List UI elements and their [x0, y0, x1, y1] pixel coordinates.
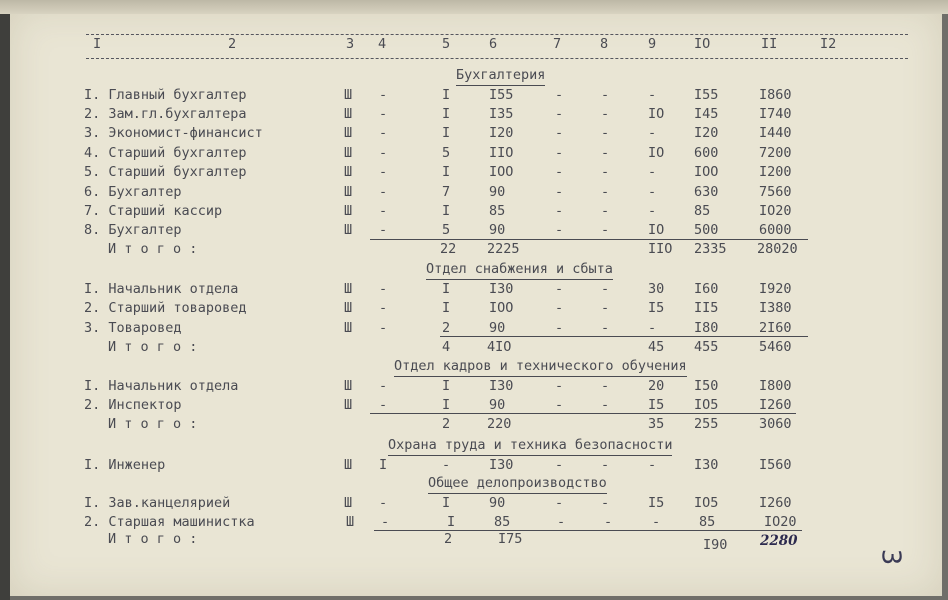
count-cell: 2 [442, 320, 451, 336]
table-row [0, 202, 948, 221]
col-header-1: I [93, 36, 102, 52]
count-cell: 5 [442, 222, 451, 238]
count-cell: I [442, 106, 451, 122]
col7-cell: - [555, 203, 564, 219]
col9-cell: - [648, 184, 657, 200]
total-col9: IIO [648, 241, 673, 257]
monthly-total-cell: IO5 [694, 495, 719, 511]
salary-cell: 85 [489, 203, 506, 219]
total-annual: 5460 [759, 339, 792, 355]
salary-cell: IOO [489, 300, 514, 316]
category-cell: Ш [344, 164, 353, 180]
salary-cell: I20 [489, 125, 514, 141]
salary-cell: 90 [489, 495, 506, 511]
col4-cell: - [379, 125, 388, 141]
col8-cell: - [601, 320, 610, 336]
col8-cell: - [601, 203, 610, 219]
col4-cell: - [381, 514, 390, 530]
salary-cell: 90 [489, 184, 506, 200]
annual-total-cell: I800 [759, 378, 792, 394]
annual-total-cell: IO20 [764, 514, 797, 530]
salary-cell: I35 [489, 106, 514, 122]
col4-cell: - [379, 378, 388, 394]
col9-cell: 30 [648, 281, 665, 297]
count-cell: I [442, 378, 451, 394]
binding-strip [0, 0, 948, 14]
table-row [0, 105, 948, 124]
count-cell: I [442, 164, 451, 180]
category-cell: Ш [344, 222, 353, 238]
total-count: 22 [440, 241, 457, 257]
monthly-total-cell: I45 [694, 106, 719, 122]
monthly-total-cell: I30 [694, 457, 719, 473]
annual-total-cell: 6000 [759, 222, 792, 238]
col9-cell: 20 [648, 378, 665, 394]
salary-cell: 90 [489, 397, 506, 413]
monthly-total-cell: II5 [694, 300, 719, 316]
count-cell: 5 [442, 145, 451, 161]
position-name: 5. Старший бухгалтер [84, 164, 247, 180]
col7-cell: - [555, 125, 564, 141]
col9-cell: I5 [648, 495, 665, 511]
position-name: I. Главный бухгалтер [84, 87, 247, 103]
table-row [0, 124, 948, 143]
position-name: 2. Инспектор [84, 397, 182, 413]
position-name: 7. Старший кассир [84, 203, 223, 219]
category-cell: Ш [344, 300, 353, 316]
table-row [0, 494, 948, 513]
col9-cell: - [648, 203, 657, 219]
col7-cell: - [555, 300, 564, 316]
count-cell: I [447, 514, 456, 530]
annual-total-cell: 7200 [759, 145, 792, 161]
total-label: И т о г о : [108, 339, 198, 355]
total-rule [440, 336, 808, 337]
total-monthly: I90 [703, 537, 728, 553]
col4-cell: - [379, 495, 388, 511]
total-label: И т о г о : [108, 241, 198, 257]
total-salary: 4IO [487, 339, 512, 355]
position-name: 8. Бухгалтер [84, 222, 182, 238]
total-monthly: 455 [694, 339, 719, 355]
total-row [0, 415, 948, 434]
total-col9: 35 [648, 416, 665, 432]
col7-cell: - [555, 495, 564, 511]
column-header-row [0, 36, 948, 56]
col-header-12: I2 [820, 36, 837, 52]
col7-cell: - [555, 378, 564, 394]
total-annual-handwritten: 2280 [760, 533, 798, 549]
total-monthly: 2335 [694, 241, 727, 257]
col8-cell: - [601, 457, 610, 473]
category-cell: Ш [344, 87, 353, 103]
total-count: 2 [444, 531, 453, 547]
category-cell: Ш [344, 106, 353, 122]
monthly-total-cell: I55 [694, 87, 719, 103]
count-cell: I [442, 281, 451, 297]
annual-total-cell: I440 [759, 125, 792, 141]
table-row [0, 377, 948, 396]
monthly-total-cell: 85 [694, 203, 711, 219]
section-title-supply: Отдел снабжения и сбыта [426, 260, 613, 280]
col4-cell: - [379, 145, 388, 161]
table-row [0, 456, 948, 475]
total-count: 2 [442, 416, 451, 432]
col4-cell: - [379, 184, 388, 200]
salary-cell: IIO [489, 145, 514, 161]
col8-cell: - [601, 495, 610, 511]
total-count: 4 [442, 339, 451, 355]
page-number-mark: 3 [875, 548, 906, 566]
count-cell: I [442, 397, 451, 413]
header-rule-top [86, 34, 908, 35]
col4-cell: - [379, 106, 388, 122]
col4-cell: - [379, 222, 388, 238]
annual-total-cell: I200 [759, 164, 792, 180]
category-cell: Ш [344, 378, 353, 394]
count-cell: I [442, 87, 451, 103]
col4-cell: - [379, 281, 388, 297]
position-name: 6. Бухгалтер [84, 184, 182, 200]
section-title-safety: Охрана труда и техника безопасности [388, 436, 672, 456]
monthly-total-cell: I50 [694, 378, 719, 394]
table-row [0, 183, 948, 202]
total-annual: 3060 [759, 416, 792, 432]
count-cell: 7 [442, 184, 451, 200]
monthly-total-cell: 500 [694, 222, 719, 238]
total-row [0, 338, 948, 357]
category-cell: Ш [344, 203, 353, 219]
salary-cell: 90 [489, 222, 506, 238]
total-salary: 220 [487, 416, 512, 432]
total-rule [370, 413, 796, 414]
category-cell: Ш [344, 184, 353, 200]
category-cell: Ш [344, 397, 353, 413]
annual-total-cell: I860 [759, 87, 792, 103]
salary-cell: I30 [489, 457, 514, 473]
col-header-8: 8 [600, 36, 609, 52]
col4-cell: I [379, 457, 388, 473]
col-header-2: 2 [228, 36, 237, 52]
category-cell: Ш [344, 320, 353, 336]
count-cell: I [442, 125, 451, 141]
col7-cell: - [555, 222, 564, 238]
monthly-total-cell: I80 [694, 320, 719, 336]
col8-cell: - [601, 378, 610, 394]
category-cell: Ш [344, 495, 353, 511]
col4-cell: - [379, 87, 388, 103]
col9-cell: - [648, 320, 657, 336]
col9-cell: IO [648, 222, 665, 238]
monthly-total-cell: I60 [694, 281, 719, 297]
total-salary: I75 [498, 531, 523, 547]
table-row [0, 221, 948, 240]
annual-total-cell: I920 [759, 281, 792, 297]
category-cell: Ш [344, 145, 353, 161]
section-title-accounting: Бухгалтерия [456, 66, 545, 86]
table-row [0, 299, 948, 318]
position-name: 3. Товаровед [84, 320, 182, 336]
col9-cell: - [648, 457, 657, 473]
col7-cell: - [555, 87, 564, 103]
col-header-11: II [761, 36, 778, 52]
col4-cell: - [379, 300, 388, 316]
col8-cell: - [601, 106, 610, 122]
salary-cell: I55 [489, 87, 514, 103]
position-name: 2. Старшая машинистка [84, 514, 255, 530]
monthly-total-cell: I20 [694, 125, 719, 141]
col8-cell: - [601, 397, 610, 413]
col4-cell: - [379, 320, 388, 336]
table-row [0, 144, 948, 163]
table-row [0, 86, 948, 105]
salary-cell: I30 [489, 378, 514, 394]
annual-total-cell: IO20 [759, 203, 792, 219]
col7-cell: - [557, 514, 566, 530]
salary-cell: 90 [489, 320, 506, 336]
section-title-personnel: Отдел кадров и технического обучения [394, 357, 687, 377]
col-header-9: 9 [648, 36, 657, 52]
col8-cell: - [601, 164, 610, 180]
col4-cell: - [379, 397, 388, 413]
col7-cell: - [555, 184, 564, 200]
annual-total-cell: I260 [759, 495, 792, 511]
total-row [0, 530, 948, 553]
total-monthly: 255 [694, 416, 719, 432]
col8-cell: - [601, 222, 610, 238]
col-header-3: 3 [346, 36, 355, 52]
col9-cell: IO [648, 106, 665, 122]
table-row [0, 280, 948, 299]
annual-total-cell: 7560 [759, 184, 792, 200]
total-col9: 45 [648, 339, 665, 355]
position-name: 2. Старший товаровед [84, 300, 247, 316]
total-label: И т о г о : [108, 531, 198, 547]
col7-cell: - [555, 320, 564, 336]
col7-cell: - [555, 281, 564, 297]
section-title-office: Общее делопроизводство [428, 474, 607, 494]
col9-cell: - [648, 164, 657, 180]
position-name: I. Начальник отдела [84, 378, 239, 394]
category-cell: Ш [344, 281, 353, 297]
col8-cell: - [601, 125, 610, 141]
col8-cell: - [604, 514, 613, 530]
col8-cell: - [601, 300, 610, 316]
col-header-10: IO [694, 36, 711, 52]
col-header-6: 6 [489, 36, 498, 52]
count-cell: I [442, 203, 451, 219]
col7-cell: - [555, 397, 564, 413]
position-name: I. Начальник отдела [84, 281, 239, 297]
total-row [0, 240, 948, 259]
annual-total-cell: I560 [759, 457, 792, 473]
monthly-total-cell: 630 [694, 184, 719, 200]
position-name: I. Зав.канцелярией [84, 495, 231, 511]
category-cell: Ш [346, 514, 355, 530]
col7-cell: - [555, 106, 564, 122]
col-header-5: 5 [442, 36, 451, 52]
col9-cell: - [652, 514, 661, 530]
col8-cell: - [601, 184, 610, 200]
annual-total-cell: I260 [759, 397, 792, 413]
position-name: 3. Экономист-финансист [84, 125, 263, 141]
col7-cell: - [555, 164, 564, 180]
col4-cell: - [379, 203, 388, 219]
total-annual: 28020 [757, 241, 798, 257]
position-name: 2. Зам.гл.бухгалтера [84, 106, 247, 122]
table-row [0, 163, 948, 182]
monthly-total-cell: 85 [699, 514, 716, 530]
col9-cell: IO [648, 145, 665, 161]
salary-cell: 85 [494, 514, 511, 530]
total-salary: 2225 [487, 241, 520, 257]
monthly-total-cell: IOO [694, 164, 719, 180]
col8-cell: - [601, 281, 610, 297]
col-header-7: 7 [553, 36, 562, 52]
count-cell: I [442, 495, 451, 511]
position-name: I. Инженер [84, 457, 166, 473]
count-cell: I [442, 300, 451, 316]
annual-total-cell: 2I60 [759, 320, 792, 336]
col8-cell: - [601, 87, 610, 103]
annual-total-cell: I380 [759, 300, 792, 316]
salary-cell: I30 [489, 281, 514, 297]
col7-cell: - [555, 457, 564, 473]
col9-cell: I5 [648, 397, 665, 413]
col4-cell: - [379, 164, 388, 180]
annual-total-cell: I740 [759, 106, 792, 122]
category-cell: Ш [344, 125, 353, 141]
header-rule-bottom [86, 58, 908, 59]
col9-cell: I5 [648, 300, 665, 316]
col7-cell: - [555, 145, 564, 161]
col8-cell: - [601, 145, 610, 161]
total-label: И т о г о : [108, 416, 198, 432]
monthly-total-cell: IO5 [694, 397, 719, 413]
category-cell: Ш [344, 457, 353, 473]
col9-cell: - [648, 87, 657, 103]
col-header-4: 4 [378, 36, 387, 52]
col9-cell: - [648, 125, 657, 141]
position-name: 4. Старший бухгалтер [84, 145, 247, 161]
salary-cell: IOO [489, 164, 514, 180]
count-cell: - [442, 457, 451, 473]
monthly-total-cell: 600 [694, 145, 719, 161]
